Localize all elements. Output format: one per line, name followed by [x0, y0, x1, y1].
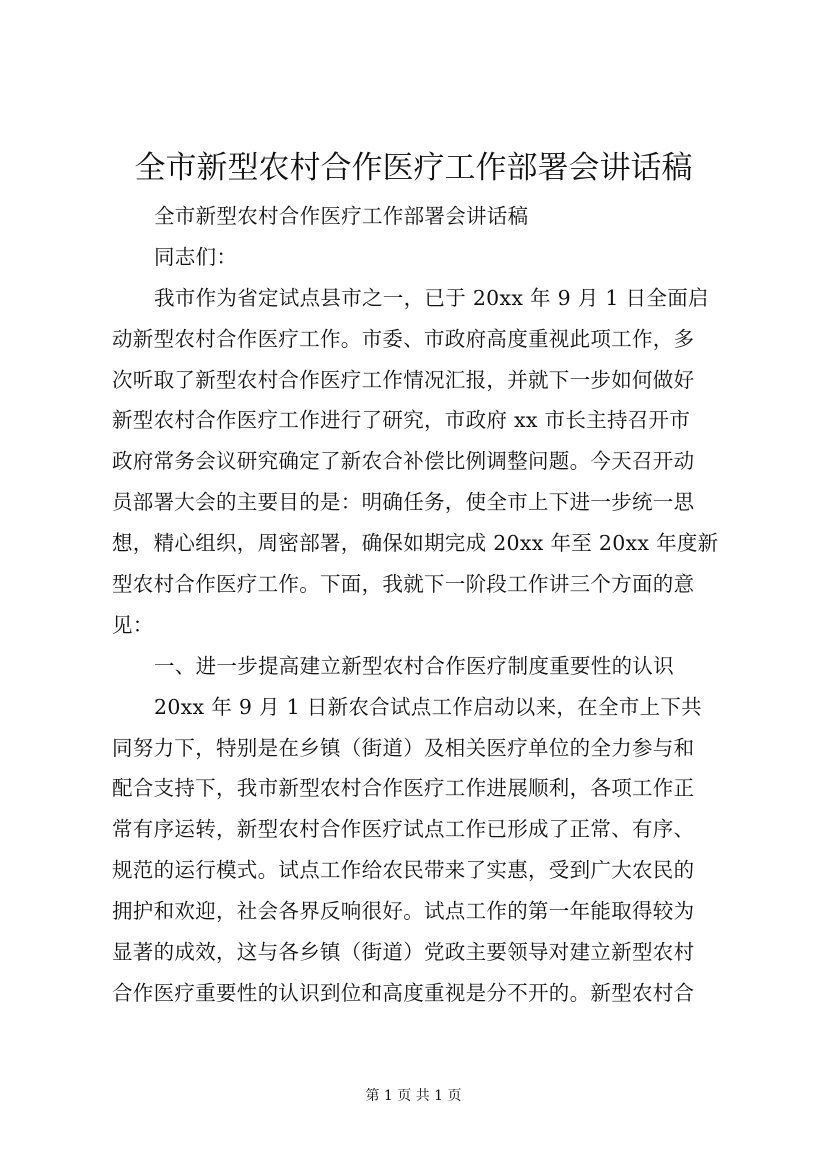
paragraph-line: 型农村合作医疗工作。下面，我就下一阶段工作讲三个方面的意	[112, 572, 695, 597]
paragraph-line: 想，精心组织，周密部署，确保如期完成 20xx 年至 20xx 年度新	[112, 531, 719, 556]
salutation-line: 同志们：	[154, 244, 238, 269]
section-heading: 一、进一步提高建立新型农村合作医疗制度重要性的认识	[154, 653, 674, 678]
paragraph-line: 拥护和欢迎，社会各界反响很好。试点工作的第一年能取得较为	[112, 899, 695, 924]
paragraph-line: 员部署大会的主要目的是：明确任务，使全市上下进一步统一思	[112, 490, 695, 515]
paragraph-line: 政府常务会议研究确定了新农合补偿比例调整问题。今天召开动	[112, 449, 695, 474]
subtitle-line: 全市新型农村合作医疗工作部署会讲话稿	[154, 204, 529, 228]
paragraph-line: 我市作为省定试点县市之一，已于 20xx 年 9 月 1 日全面启	[154, 285, 709, 310]
paragraph-line: 常有序运转，新型农村合作医疗试点工作已形成了正常、有序、	[112, 817, 695, 842]
document-body	[112, 196, 724, 1014]
paragraph-line: 合作医疗重要性的认识到位和高度重视是分不开的。新型农村合	[112, 980, 695, 1005]
document-title: 全市新型农村合作医疗工作部署会讲话稿	[134, 150, 693, 186]
paragraph-line: 次听取了新型农村合作医疗工作情况汇报，并就下一步如何做好	[112, 367, 695, 392]
page-number-footer: 第 1 页 共 1 页	[365, 1088, 462, 1104]
paragraph-line: 新型农村合作医疗工作进行了研究，市政府 xx 市长主持召开市	[112, 408, 691, 433]
paragraph-line: 配合支持下，我市新型农村合作医疗工作进展顺利，各项工作正	[112, 776, 695, 801]
paragraph-line: 规范的运行模式。试点工作给农民带来了实惠，受到广大农民的	[112, 858, 695, 883]
paragraph-line: 同努力下，特别是在乡镇（街道）及相关医疗单位的全力参与和	[112, 735, 695, 760]
paragraph-line: 20xx 年 9 月 1 日新农合试点工作启动以来，在全市上下共	[154, 694, 702, 719]
paragraph-line: 显著的成效，这与各乡镇（街道）党政主要领导对建立新型农村	[112, 940, 695, 965]
paragraph-line: 动新型农村合作医疗工作。市委、市政府高度重视此项工作，多	[112, 326, 695, 351]
paragraph-line: 见：	[112, 612, 154, 637]
